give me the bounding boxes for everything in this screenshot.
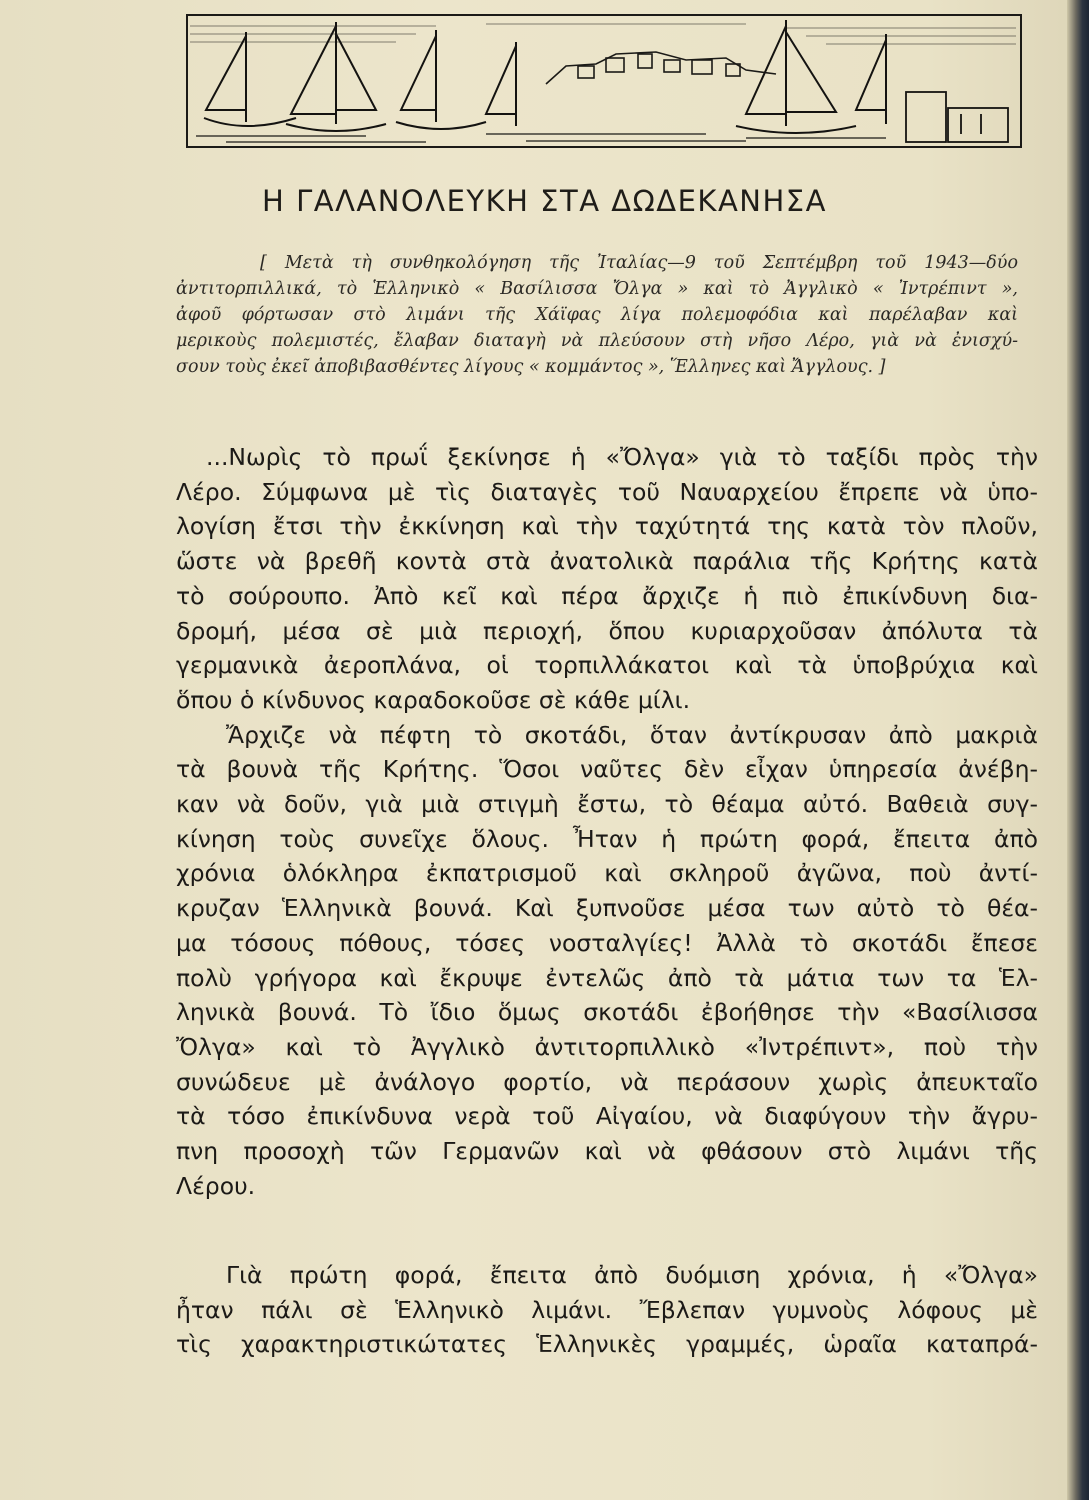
intro-line: μερικοὺς πολεμιστές, ἔλαβαν διαταγὴ νὰ πλεύσουν στὴ νῆσο Λέρο, γιὰ νὰ ἐνισχύ- <box>176 331 1018 351</box>
body-line: Γιὰ πρώτη φορά, ἔπειτα ἀπὸ δυόμιση χρόνια, ἡ «Ὄλγα» <box>226 1261 1038 1289</box>
harbor-sailboats-icon <box>186 14 1022 148</box>
body-line: ἦταν πάλι σὲ Ἑλληνικὸ λιμάνι. Ἔβλεπαν γυμνοὺς λόφους μὲ <box>176 1295 1038 1324</box>
body-line: μα τόσους πόθους, τόσες νοσταλγίες! Ἀλλὰ τὸ σκοτάδι ἔπεσε <box>176 928 1038 957</box>
intro-line: σουν τοὺς ἐκεῖ ἀποβιβασθέντες λίγους « κομμάντος », Ἕλληνες καὶ Ἄγγλους. ] <box>176 357 886 377</box>
intro-line: ἀφοῦ φόρτωσαν στὸ λιμάνι τῆς Χάϊφας λίγα πολεμοφόδια καὶ παρέλαβαν καὶ <box>176 305 1018 325</box>
intro-line: ἀντιτορπιλλικά, τὸ Ἑλληνικὸ « Βασίλισσα Ὄλγα » καὶ τὸ Ἀγγλικὸ « Ἰντρέπιντ », <box>176 279 1018 299</box>
body-line: Ὄλγα» καὶ τὸ Ἀγγλικὸ ἀντιτορπιλλικὸ «Ἰντρέπιντ», ποὺ τὴν <box>176 1032 1038 1061</box>
body-line: Λέρο. Σύμφωνα μὲ τὶς διαταγὲς τοῦ Ναυαρχείου ἔπρεπε νὰ ὑπο- <box>176 477 1038 506</box>
body-line: τὶς χαρακτηριστικώτατες Ἑλληνικὲς γραμμές, ὡραῖα καταπρά- <box>176 1330 1038 1359</box>
body-line: Ἄρχιζε νὰ πέφτη τὸ σκοτάδι, ὅταν ἀντίκρυσαν ἀπὸ μακριὰ <box>226 720 1038 749</box>
body-line: χρόνια ὁλόκληρα ἐκπατρισμοῦ καὶ σκληροῦ ἀγῶνα, ποὺ ἀντί- <box>176 859 1038 888</box>
body-line: ληνικὰ βουνά. Τὸ ἴδιο ὅμως σκοτάδι ἐβοήθησε τὴν «Βασίλισσα <box>176 998 1038 1027</box>
body-line: πολὺ γρήγορα καὶ ἔκρυψε ἐντελῶς ἀπὸ τὰ μάτια των τα Ἑλ- <box>176 963 1038 992</box>
body-line: τὰ βουνὰ τῆς Κρήτης. Ὅσοι ναῦτες δὲν εἶχαν ὑπηρεσία ἀνέβη- <box>176 755 1038 784</box>
page-title: Η ΓΑΛΑΝΟΛΕΥΚΗ ΣΤΑ ΔΩΔΕΚΑΝΗΣΑ <box>262 184 827 218</box>
body-line: γερμανικὰ ἀεροπλάνα, οἱ τορπιλλάκατοι καὶ τὰ ὑποβρύχια καὶ <box>176 651 1038 680</box>
body-line: λογίση ἔτσι τὴν ἐκκίνηση καὶ τὴν ταχύτητά της κατὰ τὸν πλοῦν, <box>176 512 1038 541</box>
body-line: ὥστε νὰ βρεθῆ κοντὰ στὰ ἀνατολικὰ παράλια τῆς Κρήτης κατὰ <box>176 547 1038 576</box>
book-spine <box>1067 0 1089 1500</box>
body-line: Λέρου. <box>176 1171 256 1200</box>
body-line: κρυζαν Ἑλληνικὰ βουνά. Καὶ ξυπνοῦσε μέσα των αὐτὸ τὸ θέα- <box>176 894 1038 923</box>
body-line: τὰ τόσο ἐπικίνδυνα νερὰ τοῦ Αἰγαίου, νὰ διαφύγουν τὴν ἄγρυ- <box>176 1102 1038 1131</box>
body-line: συνώδευε μὲ ἀνάλογο φορτίο, νὰ περάσουν χωρὶς ἀπευκταῖο <box>176 1067 1038 1096</box>
intro-line: [ Μετὰ τὴ συνθηκολόγηση τῆς Ἰταλίας—9 τοῦ Σεπτέμβρη τοῦ 1943—δύο <box>260 253 1018 273</box>
body-line: καν νὰ δοῦν, γιὰ μιὰ στιγμὴ ἔστω, τὸ θέαμα αὐτό. Βαθειὰ συγ- <box>176 790 1038 819</box>
body-line: δρομή, μέσα σὲ μιὰ περιοχή, ὅπου κυριαρχοῦσαν ἀπόλυτα τὰ <box>176 616 1038 645</box>
body-line: πνη προσοχὴ τῶν Γερμανῶν καὶ νὰ φθάσουν στὸ λιμάνι τῆς <box>176 1137 1038 1166</box>
body-paragraphs <box>176 440 1038 1203</box>
body-line: τὸ σούρουπο. Ἀπὸ κεῖ καὶ πέρα ἄρχιζε ἡ πιὸ ἐπικίνδυνη δια- <box>176 581 1038 610</box>
body-paragraph-2 <box>176 1258 1038 1362</box>
body-line: ὅπου ὁ κίνδυνος καραδοκοῦσε σὲ κάθε μίλι. <box>176 685 691 714</box>
body-line: κίνηση τοὺς συνεῖχε ὅλους. Ἦταν ἡ πρώτη φορά, ἔπειτα ἀπὸ <box>176 824 1038 853</box>
intro-note <box>176 250 1018 380</box>
body-line: ...Νωρὶς τὸ πρωΐ ξεκίνησε ἡ «Ὄλγα» γιὰ τὸ ταξίδι πρὸς τὴν <box>206 443 1038 471</box>
